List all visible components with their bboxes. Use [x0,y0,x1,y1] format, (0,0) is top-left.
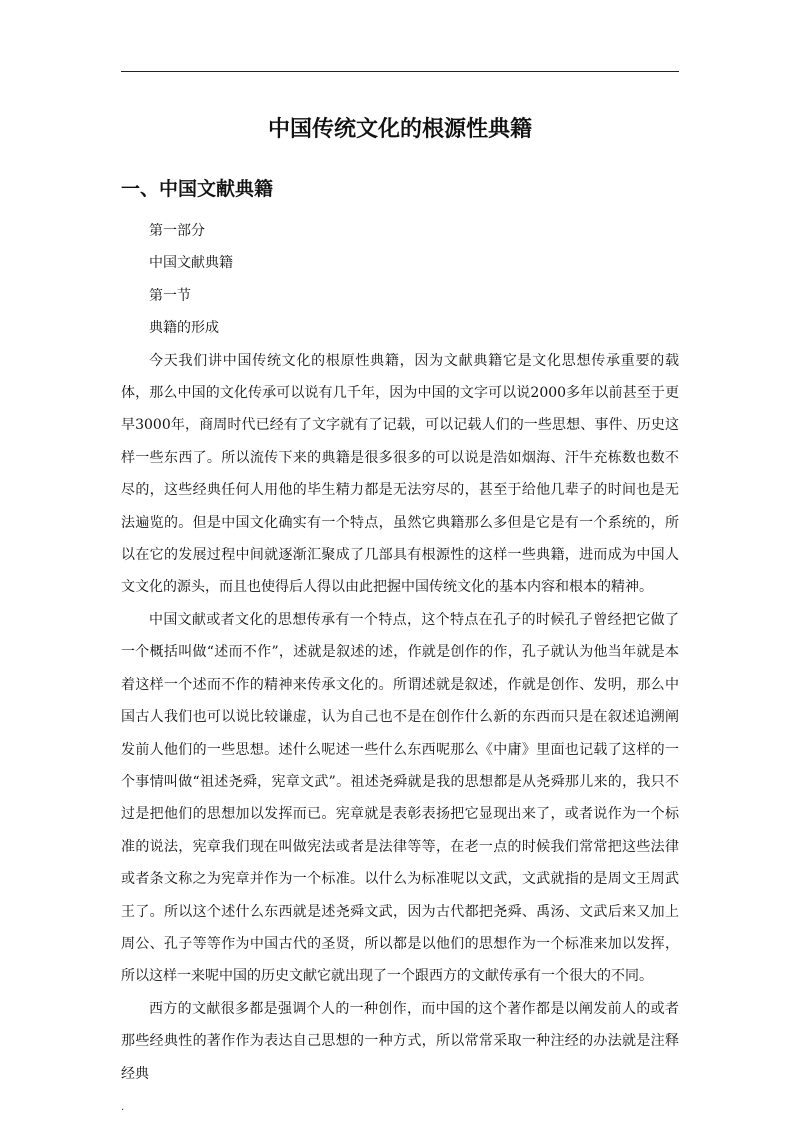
body-paragraph: 今天我们讲中国传统文化的根原性典籍，因为文献典籍它是文化思想传承重要的载体，那么中国的文化传承可以说有几千年，因为中国的文字可以说2000多年以前甚至于更早3000年，商周时代已经有了文字就有了记载，可以记载人们的一些思想、事件、历史这样一些东西了。所以流传下来的典籍是很多很多的可以说是浩如烟海、汗牛充栋数也数不尽的，这些经典任何人用他的毕生精力都是无法穷尽的，甚至于给他几辈子的时间也是无法遍览的。但是中国文化确实有一个特点，虽然它典籍那么多但是它是有一个系统的，所以在它的发展过程中间就逐渐汇聚成了几部具有根源性的这样一些典籍，进而成为中国人文文化的源头，而且也使得后人得以由此把握中国传统文化的基本内容和根本的精神。 [121,352,679,596]
body-paragraph: 西方的文献很多都是强调个人的一种创作，而中国的这个著作都是以阐发前人的或者那些经典性的著作作为表达自己思想的一种方式，所以常常采取一种注经的办法就是注释经典 [121,1000,679,1082]
section-label: 第一节 [149,287,191,304]
footer-mark: . [121,1102,125,1113]
part-title: 中国文献典籍 [149,255,233,272]
part-label: 第一部分 [149,223,205,239]
document-body [121,215,679,1090]
body-paragraph: 中国文献或者文化的思想传承有一个特点，这个特点在孔子的时候孔子曾经把它做了一个概括叫做“述而不作”，述就是叙述的述，作就是创作的作，孔子就认为他当年就是本着这样一个述而不作的精神来传承文化的。所谓述就是叙述，作就是创作、发明，那么中国古人我们也可以说比较谦虚，认为自己也不是在创作什么新的东西而只是在叙述追溯阐发前人他们的一些思想。述什么呢述一些什么东西呢那么《中庸》里面也记载了这样的一个事情叫做“祖述尧舜，宪章文武”。祖述尧舜就是我的思想都是从尧舜那儿来的，我只不过是把他们的思想加以发挥而已。宪章就是表彰表扬把它显现出来了，或者说作为一个标准的说法，宪章我们现在叫做宪法或者是法律等等，在老一点的时候我们常常把这些法律或者条文称之为宪章并作为一个标准。以什么为标准呢以文武，文武就指的是周文王周武王了。所以这个述什么东西就是述尧舜文武，因为古代都把尧舜、禹汤、文武后来又加上周公、孔子等等作为中国古代的圣贤，所以都是以他们的思想作为一个标准来加以发挥，所以这样一来呢中国的历史文献它就出现了一个跟西方的文献传承有一个很大的不同。 [121,611,679,985]
header-rule [121,71,679,72]
section-heading: 一、中国文献典籍 [121,178,274,200]
section-title: 典籍的形成 [149,320,219,337]
document-title: 中国传统文化的根源性典籍 [267,117,532,142]
